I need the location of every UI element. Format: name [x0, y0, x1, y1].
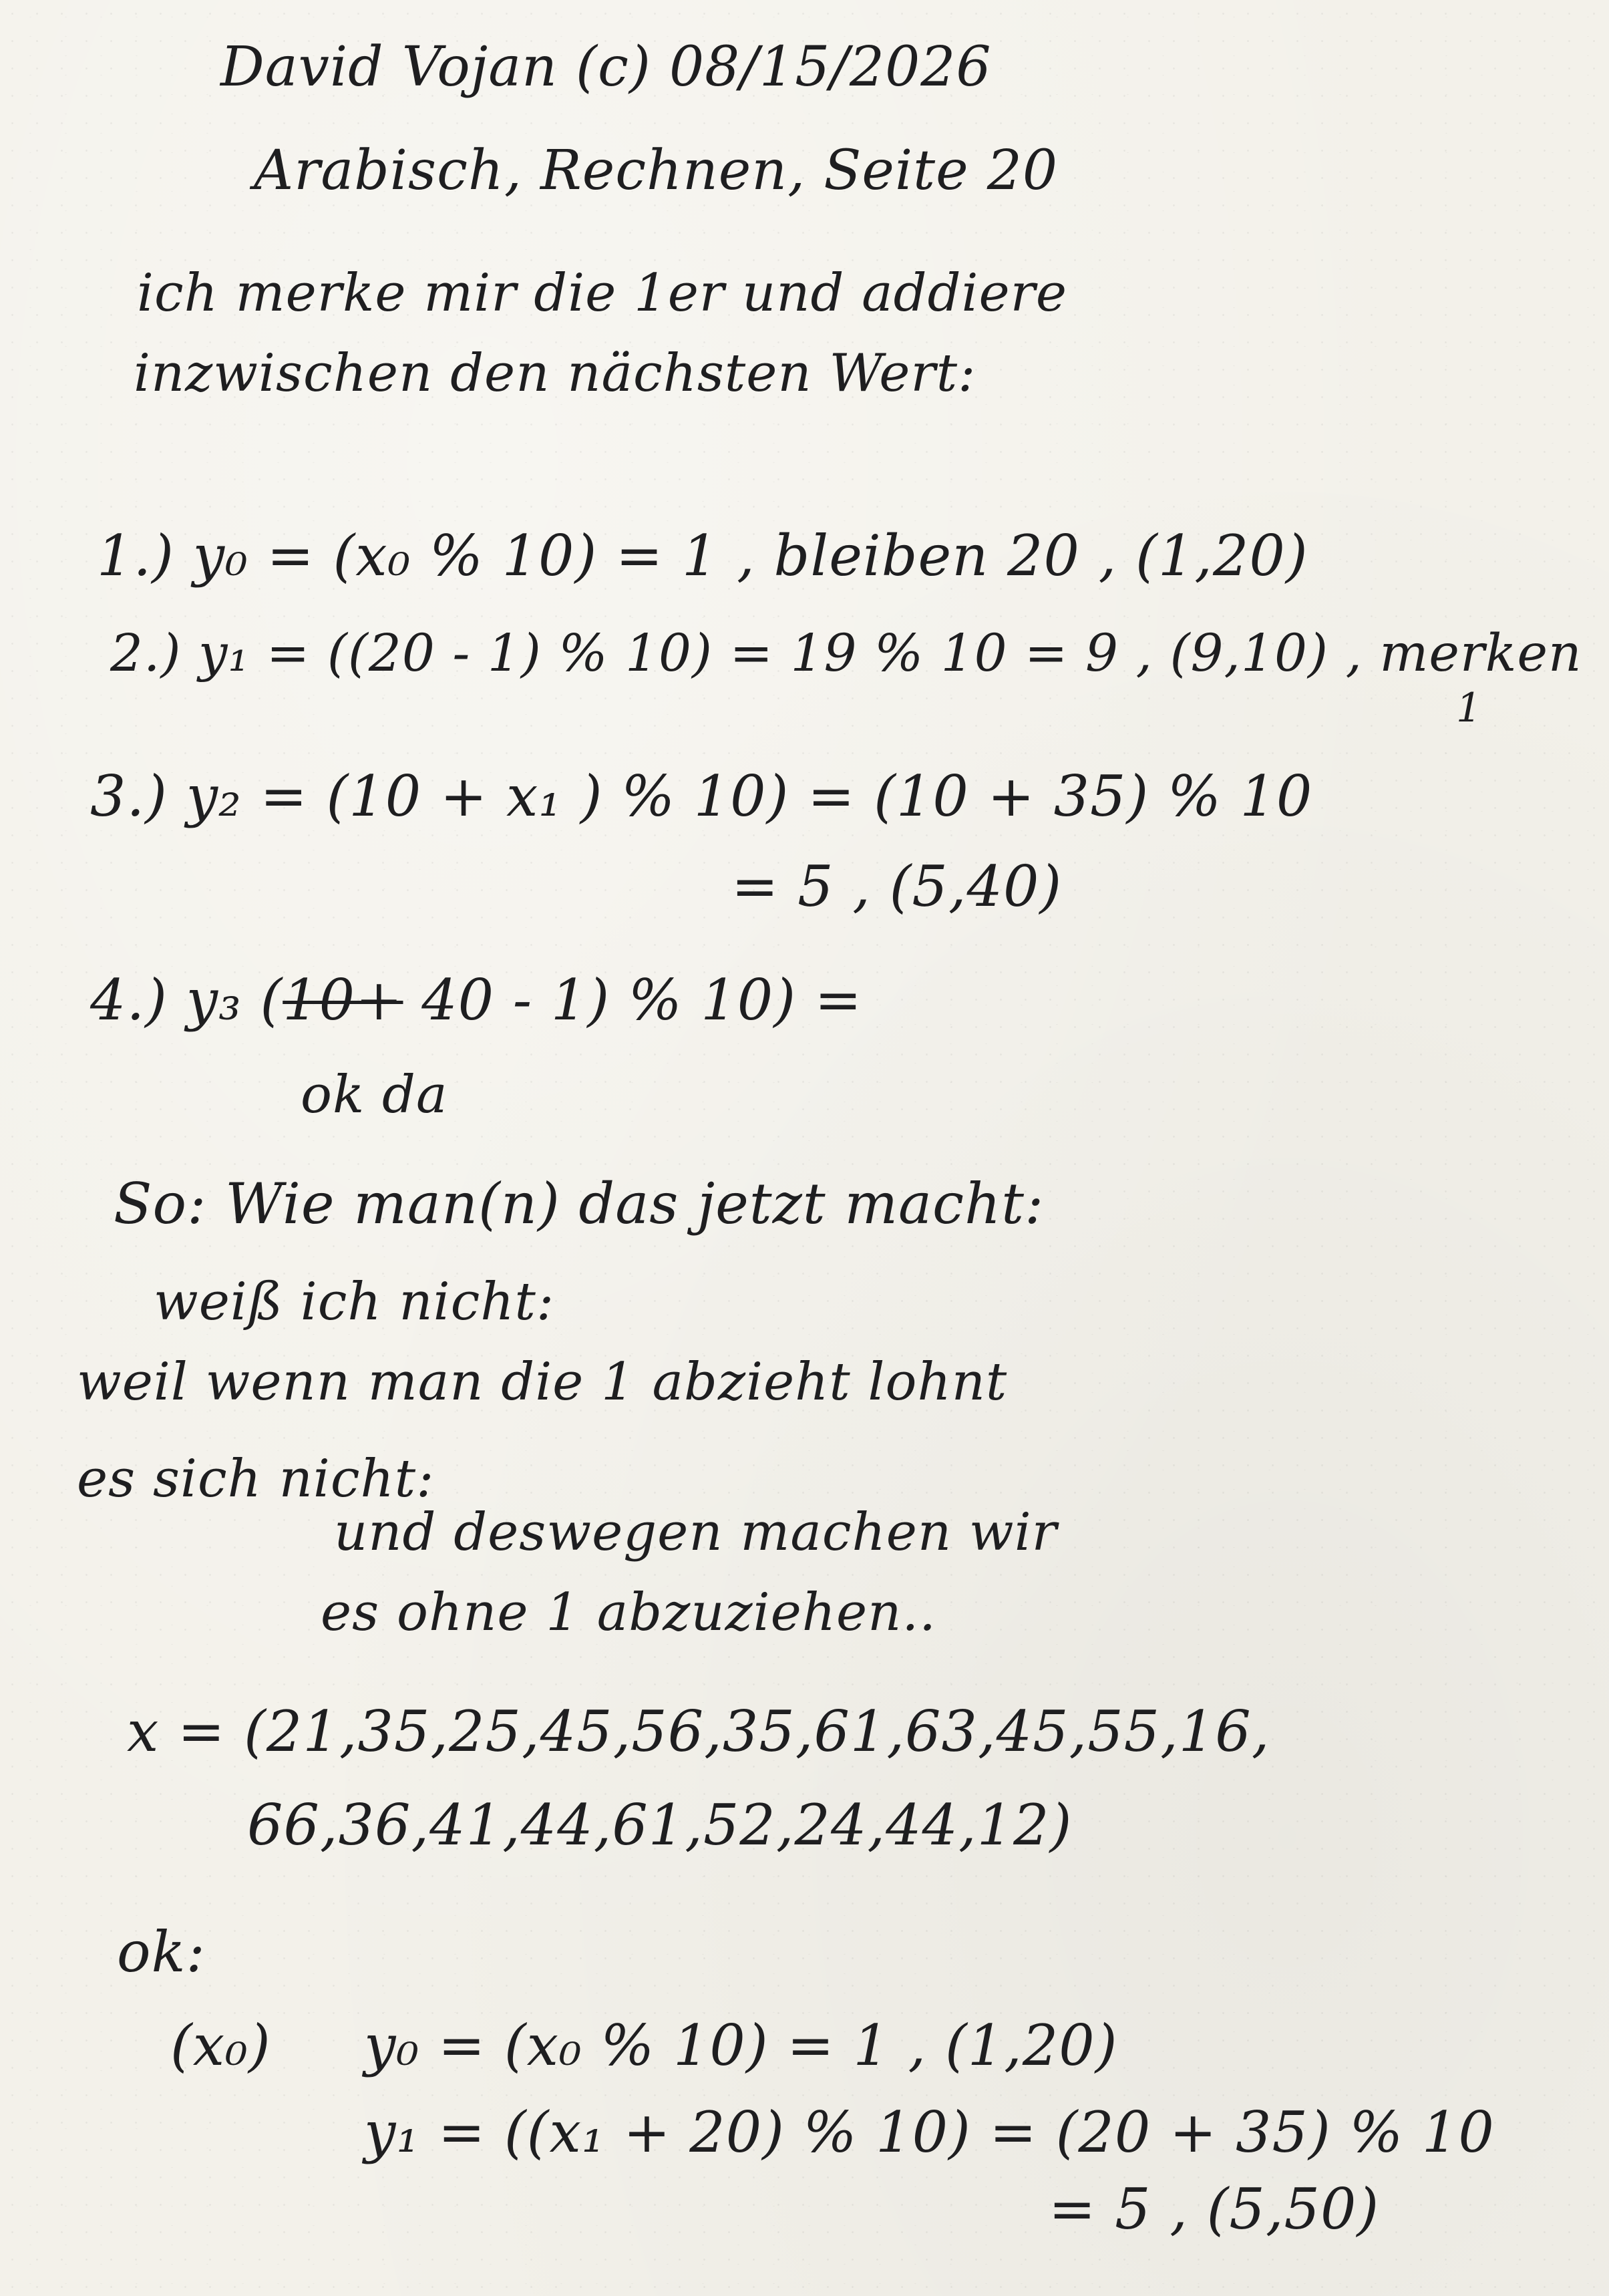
final-y1: y₁ = ((x₁ + 20) % 10) = (20 + 35) % 10 [364, 2100, 1495, 2165]
step-1: 1.) y₀ = (x₀ % 10) = 1 , bleiben 20 , (1,20) [97, 523, 1308, 589]
reflection-line-3: weil wenn man die 1 abzieht lohnt [77, 1352, 1008, 1412]
final-y0: y₀ = (x₀ % 10) = 1 , (1,20) [364, 2013, 1118, 2078]
reflection-line-5: und deswegen machen wir [334, 1502, 1057, 1563]
step-3-line-2: = 5 , (5,40) [731, 854, 1063, 919]
x-values-line-2: 66,36,41,44,61,52,24,44,12) [247, 1792, 1073, 1858]
final-ok: ok: [117, 1919, 206, 1985]
step-4-rest: 40 - 1) % 10) = [403, 967, 863, 1033]
step-3-line-1: 3.) y₂ = (10 + x₁ ) % 10) = (10 + 35) % 10 [90, 764, 1313, 829]
intro-line-2: inzwischen den nächsten Wert: [134, 343, 976, 403]
reflection-line-6: es ohne 1 abzuziehen.. [321, 1583, 936, 1643]
step-4 [90, 967, 863, 1033]
step-4-prefix: 4.) y₃ ( [90, 967, 283, 1033]
x-values-line-1: x = (21,35,25,45,56,35,61,63,45,55,16, [127, 1699, 1270, 1764]
reflection-line-2: weiß ich nicht: [154, 1272, 555, 1332]
reflection-line-1: So: Wie man(n) das jetzt macht: [114, 1171, 1045, 1237]
header-subject: Arabisch, Rechnen, Seite 20 [254, 139, 1059, 202]
reflection-line-4: es sich nicht: [77, 1449, 435, 1509]
step-4-note: ok da [301, 1065, 448, 1125]
final-label-x0: (x₀) [170, 2013, 271, 2078]
header-author-date: David Vojan (c) 08/15/2026 [220, 35, 992, 99]
step-4-crossed-out: 10+ [283, 967, 403, 1033]
step-2: 2.) y₁ = ((20 - 1) % 10) = 19 % 10 = 9 , (9,10) , merken [110, 624, 1582, 683]
step-2-carry-note: 1 [1456, 685, 1483, 731]
intro-line-1: ich merke mir die 1er und addiere [137, 263, 1068, 323]
final-y1-result: = 5 , (5,50) [1049, 2176, 1380, 2242]
